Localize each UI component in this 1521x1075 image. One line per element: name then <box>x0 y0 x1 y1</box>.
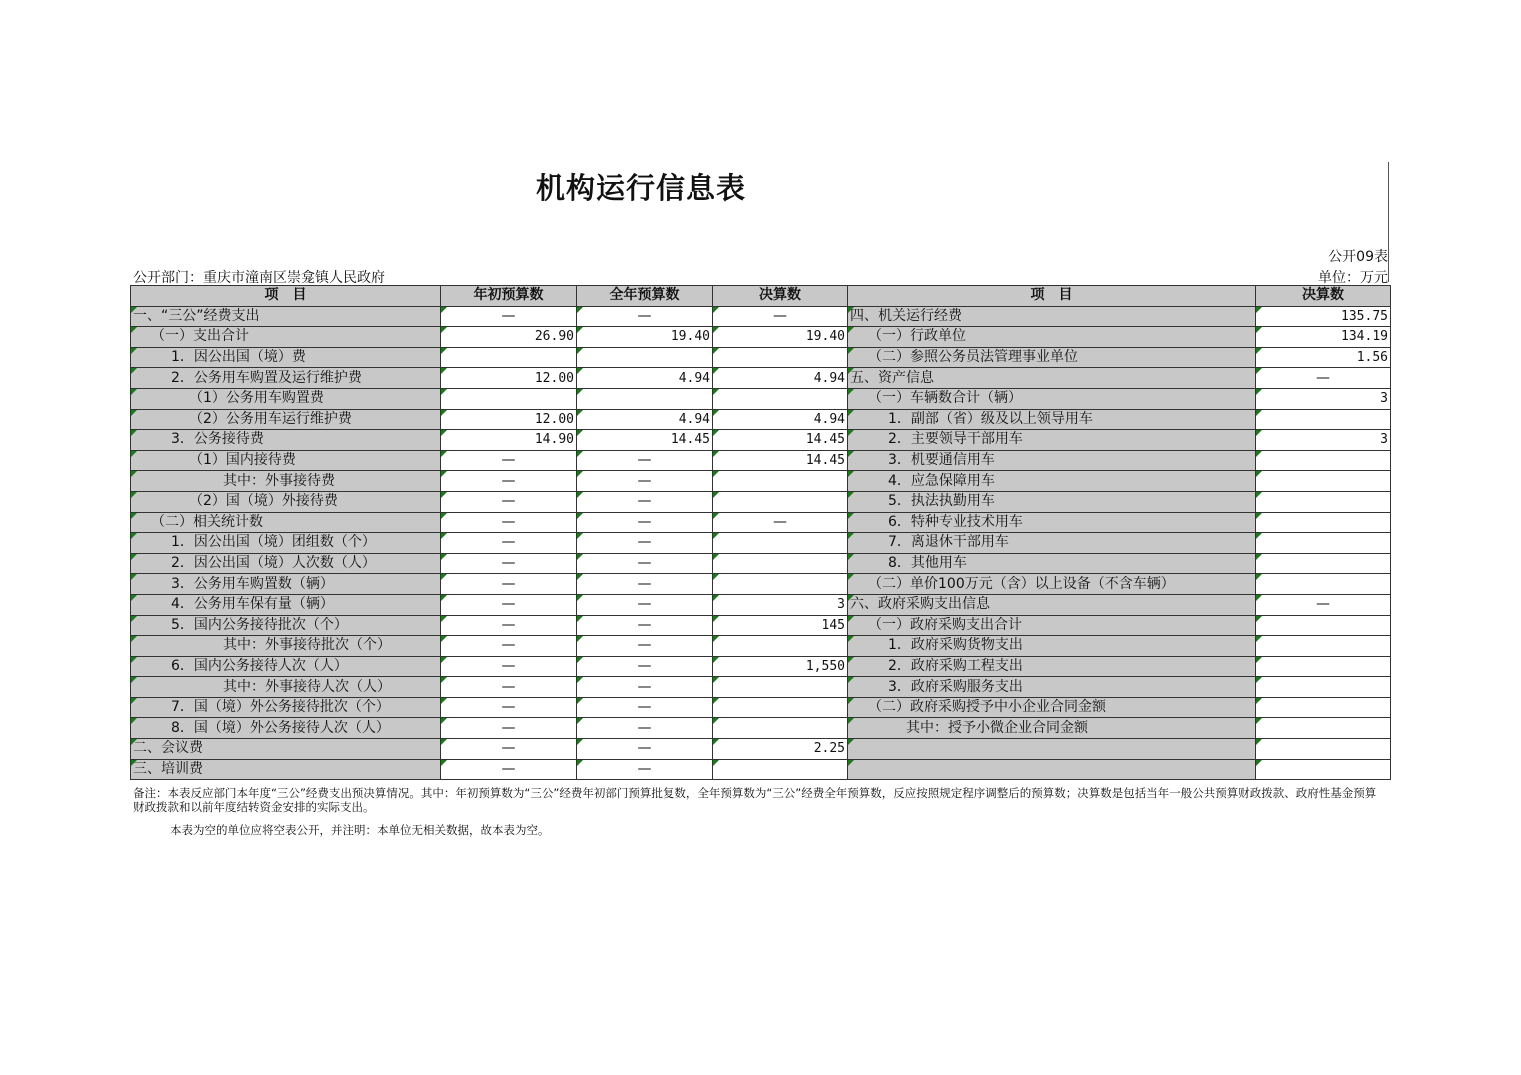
right-item-label: 3．政府采购服务支出 <box>848 677 1256 698</box>
final-account-cell <box>713 553 848 574</box>
right-final-cell: 3 <box>1256 430 1391 451</box>
annual-budget-cell: 14.45 <box>577 430 713 451</box>
right-final-cell <box>1256 697 1391 718</box>
row-item-label: 其中：外事接待批次（个） <box>131 636 441 657</box>
annual-budget-cell: — <box>577 512 713 533</box>
final-account-cell <box>713 718 848 739</box>
right-item-label: 6．特种专业技术用车 <box>848 512 1256 533</box>
annual-budget-cell: — <box>577 677 713 698</box>
table-row <box>131 656 1391 677</box>
table-row <box>131 306 1391 327</box>
row-item-label: 3．公务接待费 <box>131 430 441 451</box>
footnote-empty-table: 本表为空的单位应将空表公开，并注明：本单位无相关数据，故本表为空。 <box>170 823 550 837</box>
row-item-label: （一）支出合计 <box>131 327 441 348</box>
right-final-cell: 134.19 <box>1256 327 1391 348</box>
row-item-label: 4．公务用车保有量（辆） <box>131 594 441 615</box>
initial-budget-cell: — <box>441 739 577 760</box>
right-final-cell <box>1256 574 1391 595</box>
final-account-cell <box>713 347 848 368</box>
unit-label: 单位：万元 <box>1318 270 1388 286</box>
annual-budget-cell: — <box>577 306 713 327</box>
right-item-label: 4．应急保障用车 <box>848 471 1256 492</box>
annual-budget-cell: — <box>577 718 713 739</box>
annual-budget-cell: — <box>577 615 713 636</box>
right-item-label: 其中：授予小微企业合同金额 <box>848 718 1256 739</box>
initial-budget-cell: — <box>441 594 577 615</box>
right-item-label: 2．主要领导干部用车 <box>848 430 1256 451</box>
final-account-cell: 1,550 <box>713 656 848 677</box>
row-item-label: （1）公务用车购置费 <box>131 388 441 409</box>
initial-budget-cell: — <box>441 553 577 574</box>
right-final-cell: 1.56 <box>1256 347 1391 368</box>
right-item-label: 8．其他用车 <box>848 553 1256 574</box>
right-item-label: 五、资产信息 <box>848 368 1256 389</box>
right-final-cell <box>1256 450 1391 471</box>
final-account-cell <box>713 574 848 595</box>
initial-budget-cell: — <box>441 512 577 533</box>
final-account-cell: 3 <box>713 594 848 615</box>
row-item-label: 2．因公出国（境）人次数（人） <box>131 553 441 574</box>
annual-budget-cell: — <box>577 553 713 574</box>
table-row <box>131 409 1391 430</box>
row-item-label: 1．因公出国（境）团组数（个） <box>131 533 441 554</box>
row-item-label: 二、会议费 <box>131 739 441 760</box>
initial-budget-cell: — <box>441 533 577 554</box>
row-item-label: 8．国（境）外公务接待人次（人） <box>131 718 441 739</box>
header-annual-budget: 全年预算数 <box>577 286 713 307</box>
final-account-cell <box>713 491 848 512</box>
final-account-cell: 4.94 <box>713 409 848 430</box>
right-item-label: （一）车辆数合计（辆） <box>848 388 1256 409</box>
annual-budget-cell: — <box>577 636 713 657</box>
final-account-cell: — <box>713 512 848 533</box>
table-row <box>131 739 1391 760</box>
annual-budget-cell: — <box>577 739 713 760</box>
form-number: 公开09表 <box>1328 249 1388 265</box>
header-right-final: 决算数 <box>1256 286 1391 307</box>
row-item-label: 三、培训费 <box>131 759 441 780</box>
annual-budget-cell: — <box>577 533 713 554</box>
table-row <box>131 677 1391 698</box>
annual-budget-cell: — <box>577 574 713 595</box>
page-edge-line <box>1388 162 1389 282</box>
final-account-cell <box>713 533 848 554</box>
right-final-cell: 3 <box>1256 388 1391 409</box>
row-item-label: 3．公务用车购置数（辆） <box>131 574 441 595</box>
final-account-cell <box>713 759 848 780</box>
annual-budget-cell: — <box>577 697 713 718</box>
row-item-label: 1．因公出国（境）费 <box>131 347 441 368</box>
final-account-cell <box>713 636 848 657</box>
row-item-label: 一、“三公”经费支出 <box>131 306 441 327</box>
annual-budget-cell: — <box>577 491 713 512</box>
table-row <box>131 615 1391 636</box>
initial-budget-cell: 26.90 <box>441 327 577 348</box>
right-item-label: （二）单价100万元（含）以上设备（不含车辆） <box>848 574 1256 595</box>
right-final-cell <box>1256 656 1391 677</box>
right-item-label: 3．机要通信用车 <box>848 450 1256 471</box>
footnote: 备注：本表反应部门本年度“三公”经费支出预决算情况。其中：年初预算数为“三公”经费年初部门预算批复数，全年预算数为“三公”经费全年预算数，反应按照规定程序调整后的预算数；决算数是包括当年一般公共预算财政拨款、政府性基金预算财政拨款和以前年度结转资金安排的实际支出。 <box>133 786 1377 814</box>
initial-budget-cell <box>441 347 577 368</box>
right-item-label: 六、政府采购支出信息 <box>848 594 1256 615</box>
header-initial-budget: 年初预算数 <box>441 286 577 307</box>
final-account-cell: 4.94 <box>713 368 848 389</box>
right-final-cell <box>1256 471 1391 492</box>
table-row <box>131 512 1391 533</box>
initial-budget-cell: — <box>441 718 577 739</box>
right-final-cell: — <box>1256 368 1391 389</box>
right-final-cell <box>1256 409 1391 430</box>
right-item-label <box>848 739 1256 760</box>
final-account-cell <box>713 697 848 718</box>
right-final-cell: — <box>1256 594 1391 615</box>
initial-budget-cell: — <box>441 471 577 492</box>
annual-budget-cell: 19.40 <box>577 327 713 348</box>
annual-budget-cell: — <box>577 594 713 615</box>
row-item-label: （2）国（境）外接待费 <box>131 491 441 512</box>
table-body <box>131 306 1391 780</box>
page-title: 机构运行信息表 <box>536 171 747 205</box>
right-item-label: 1．政府采购货物支出 <box>848 636 1256 657</box>
row-item-label: 其中：外事接待费 <box>131 471 441 492</box>
initial-budget-cell: — <box>441 615 577 636</box>
table-row <box>131 718 1391 739</box>
final-account-cell: 14.45 <box>713 430 848 451</box>
initial-budget-cell <box>441 388 577 409</box>
annual-budget-cell: — <box>577 656 713 677</box>
right-final-cell: 135.75 <box>1256 306 1391 327</box>
right-item-label: 2．政府采购工程支出 <box>848 656 1256 677</box>
initial-budget-cell: — <box>441 574 577 595</box>
initial-budget-cell: 12.00 <box>441 409 577 430</box>
row-item-label: 6．国内公务接待人次（人） <box>131 656 441 677</box>
table-row <box>131 636 1391 657</box>
header-final-account: 决算数 <box>713 286 848 307</box>
annual-budget-cell: — <box>577 759 713 780</box>
right-final-cell <box>1256 677 1391 698</box>
annual-budget-cell <box>577 347 713 368</box>
header-left-item: 项 目 <box>131 286 441 307</box>
initial-budget-cell: — <box>441 450 577 471</box>
annual-budget-cell <box>577 388 713 409</box>
initial-budget-cell: — <box>441 759 577 780</box>
final-account-cell: 2.25 <box>713 739 848 760</box>
info-table <box>130 285 1391 780</box>
row-item-label: 5．国内公务接待批次（个） <box>131 615 441 636</box>
right-final-cell <box>1256 553 1391 574</box>
table-row <box>131 594 1391 615</box>
final-account-cell: 14.45 <box>713 450 848 471</box>
right-final-cell <box>1256 636 1391 657</box>
final-account-cell <box>713 388 848 409</box>
table-row <box>131 471 1391 492</box>
row-item-label: 其中：外事接待人次（人） <box>131 677 441 698</box>
annual-budget-cell: — <box>577 450 713 471</box>
table-row <box>131 450 1391 471</box>
initial-budget-cell: — <box>441 697 577 718</box>
initial-budget-cell: — <box>441 306 577 327</box>
right-final-cell <box>1256 739 1391 760</box>
table-row <box>131 491 1391 512</box>
right-item-label: 5．执法执勤用车 <box>848 491 1256 512</box>
right-final-cell <box>1256 512 1391 533</box>
initial-budget-cell: — <box>441 636 577 657</box>
right-final-cell <box>1256 491 1391 512</box>
header-right-item: 项 目 <box>848 286 1256 307</box>
annual-budget-cell: 4.94 <box>577 409 713 430</box>
right-final-cell <box>1256 759 1391 780</box>
table-row <box>131 697 1391 718</box>
table-row <box>131 553 1391 574</box>
initial-budget-cell: — <box>441 491 577 512</box>
right-item-label: 四、机关运行经费 <box>848 306 1256 327</box>
right-item-label: 1．副部（省）级及以上领导用车 <box>848 409 1256 430</box>
table-row <box>131 388 1391 409</box>
final-account-cell: — <box>713 306 848 327</box>
initial-budget-cell: 12.00 <box>441 368 577 389</box>
table-row <box>131 574 1391 595</box>
right-item-label: （二）政府采购授予中小企业合同金额 <box>848 697 1256 718</box>
right-final-cell <box>1256 533 1391 554</box>
table-row <box>131 533 1391 554</box>
right-final-cell <box>1256 615 1391 636</box>
table-row <box>131 759 1391 780</box>
table-row <box>131 347 1391 368</box>
initial-budget-cell: — <box>441 656 577 677</box>
annual-budget-cell: — <box>577 471 713 492</box>
table-row <box>131 327 1391 348</box>
department-label: 公开部门：重庆市潼南区崇龛镇人民政府 <box>133 270 385 286</box>
row-item-label: （1）国内接待费 <box>131 450 441 471</box>
right-item-label: （一）行政单位 <box>848 327 1256 348</box>
row-item-label: 2．公务用车购置及运行维护费 <box>131 368 441 389</box>
right-item-label: （一）政府采购支出合计 <box>848 615 1256 636</box>
final-account-cell <box>713 471 848 492</box>
initial-budget-cell: 14.90 <box>441 430 577 451</box>
initial-budget-cell: — <box>441 677 577 698</box>
annual-budget-cell: 4.94 <box>577 368 713 389</box>
row-item-label: （2）公务用车运行维护费 <box>131 409 441 430</box>
row-item-label: （二）相关统计数 <box>131 512 441 533</box>
right-item-label <box>848 759 1256 780</box>
table-row <box>131 368 1391 389</box>
row-item-label: 7．国（境）外公务接待批次（个） <box>131 697 441 718</box>
final-account-cell <box>713 677 848 698</box>
table-row <box>131 430 1391 451</box>
table-header-row <box>131 286 1391 307</box>
right-item-label: 7．离退休干部用车 <box>848 533 1256 554</box>
final-account-cell: 145 <box>713 615 848 636</box>
right-final-cell <box>1256 718 1391 739</box>
final-account-cell: 19.40 <box>713 327 848 348</box>
right-item-label: （二）参照公务员法管理事业单位 <box>848 347 1256 368</box>
